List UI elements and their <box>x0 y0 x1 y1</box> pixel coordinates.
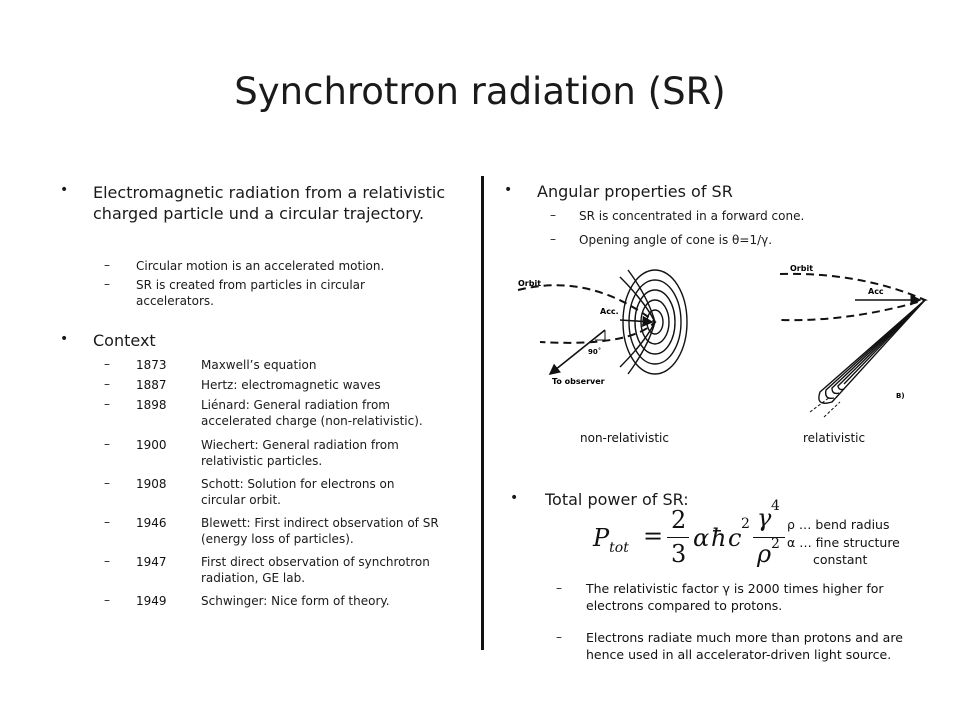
event-1908: Schott: Solution for electrons on circular orbit. <box>201 477 395 507</box>
year-1908: 1908 <box>136 477 167 491</box>
dash-mark: – <box>104 515 110 529</box>
dash-mark: – <box>550 232 556 246</box>
bullet-dot: • <box>510 490 519 506</box>
dash-mark: – <box>104 437 110 451</box>
formula-gamma: γ <box>757 504 772 532</box>
year-1887: 1887 <box>136 378 167 392</box>
year-1900: 1900 <box>136 438 167 452</box>
sub-opening-angle: Opening angle of cone is θ=1/γ. <box>579 233 773 247</box>
formula-den: 3 <box>671 540 687 568</box>
caption-nonrelativistic: non-relativistic <box>580 431 669 445</box>
dash-mark: – <box>104 357 110 371</box>
dash-mark: – <box>104 476 110 490</box>
bullet-dot: • <box>60 331 69 347</box>
sub-forward-cone: SR is concentrated in a forward cone. <box>579 209 805 223</box>
bullet-dot: • <box>60 182 69 198</box>
orbit-arc <box>518 285 655 343</box>
column-divider <box>481 176 484 650</box>
dash-mark: – <box>104 593 110 607</box>
nonrelativistic-diagram <box>510 262 700 392</box>
event-1873: Maxwell’s equation <box>201 358 317 372</box>
formula-c-exp: 2 <box>741 516 750 532</box>
event-1900: Wiechert: General radiation from relativistic particles. <box>201 438 399 468</box>
formula-c: c <box>728 524 742 552</box>
formula-rho-exp: 2 <box>771 536 780 552</box>
event-1898: Liénard: General radiation from accelerated charge (non-relativistic). <box>201 398 423 428</box>
label-orbit: Orbit <box>790 264 814 273</box>
label-acc: Acc <box>868 287 884 296</box>
formula-equals: = <box>643 522 664 550</box>
sub-relativistic-factor: The relativistic factor γ is 2000 times higher for electrons compared to protons. <box>586 581 884 613</box>
sub-electrons-radiate: Electrons radiate much more than protons and are hence used in all accelerator-driven light source. <box>586 630 903 662</box>
year-1873: 1873 <box>136 358 167 372</box>
sub-circular-motion: Circular motion is an accelerated motion. <box>136 259 385 273</box>
formula-rho: ρ <box>757 540 772 568</box>
year-1898: 1898 <box>136 398 167 412</box>
caption-relativistic: relativistic <box>803 431 866 445</box>
legend-rho: ρ … bend radius <box>787 517 890 532</box>
event-1949: Schwinger: Nice form of theory. <box>201 594 390 608</box>
dash-mark: – <box>104 554 110 568</box>
formula-gamma-exp: 4 <box>771 498 780 514</box>
event-1887: Hertz: electromagnetic waves <box>201 378 381 392</box>
relativistic-diagram <box>760 262 940 422</box>
formula-lhs: $P_{tot}$ <box>593 524 629 556</box>
label-orbit: Orbit <box>518 279 542 288</box>
label-acc: Acc. <box>600 307 619 316</box>
formula-num: 2 <box>671 506 687 534</box>
slide-title: Synchrotron radiation (SR) <box>234 70 726 113</box>
label-angle: 90˚ <box>588 348 602 356</box>
bullet-em-radiation: Electromagnetic radiation from a relativistic charged particle und a circular trajectory. <box>93 183 446 223</box>
dash-mark: – <box>550 208 556 222</box>
bullet-angular: Angular properties of SR <box>537 182 733 201</box>
label-b: B) <box>896 392 905 400</box>
formula-alpha: α <box>693 524 710 552</box>
dash-mark: – <box>104 377 110 391</box>
legend-constant: constant <box>813 552 868 567</box>
year-1949: 1949 <box>136 594 167 608</box>
event-1946: Blewett: First indirect observation of SR (energy loss of particles). <box>201 516 439 546</box>
dash-mark: – <box>556 630 562 644</box>
formula-hbar: ħ <box>711 524 727 552</box>
label-observer: To observer <box>552 377 605 386</box>
year-1946: 1946 <box>136 516 167 530</box>
bullet-context: Context <box>93 331 156 350</box>
bullet-total-power: Total power of SR: <box>545 490 689 509</box>
year-1947: 1947 <box>136 555 167 569</box>
dash-mark: – <box>556 581 562 595</box>
orbit-arc <box>780 274 925 320</box>
sub-sr-created: SR is created from particles in circular accelerators. <box>136 278 365 308</box>
dash-mark: – <box>104 258 110 272</box>
legend-alpha: α … fine structure <box>787 535 900 550</box>
radiation-cone <box>819 300 925 403</box>
event-1947: First direct observation of synchrotron radiation, GE lab. <box>201 555 430 585</box>
dash-mark: – <box>104 277 110 291</box>
dash-mark: – <box>104 397 110 411</box>
bullet-dot: • <box>504 182 513 198</box>
